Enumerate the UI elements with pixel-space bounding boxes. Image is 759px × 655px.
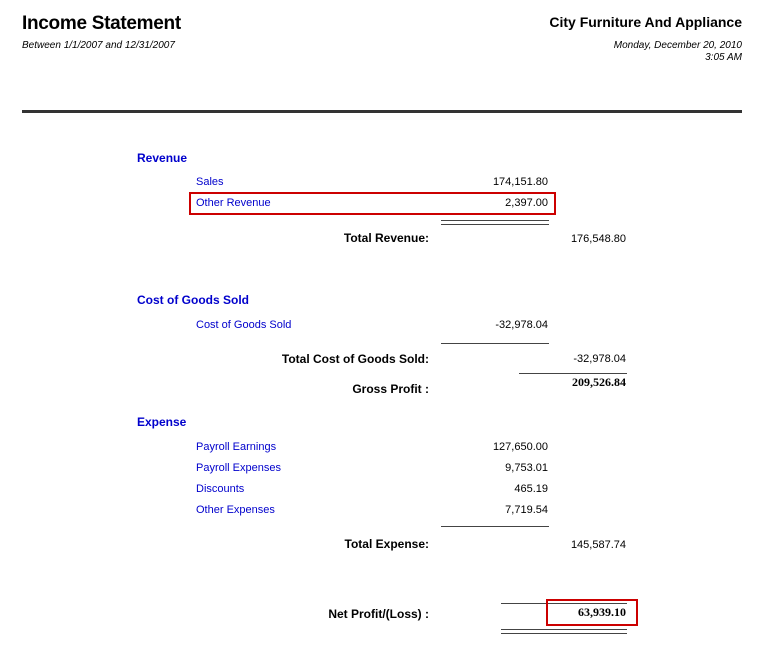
gross-profit-label: Gross Profit : [352, 382, 429, 396]
net-profit-double-rule-2 [501, 633, 627, 634]
highlight-box-net-profit [546, 599, 638, 626]
expense-item-payroll-expenses-link[interactable]: Payroll Expenses [196, 462, 281, 474]
total-revenue-amount: 176,548.80 [570, 233, 626, 245]
header-divider [22, 110, 742, 113]
expense-item-payroll-expenses-amount: 9,753.01 [505, 462, 548, 474]
report-title: Income Statement [22, 13, 181, 34]
revenue-item-other-revenue-link[interactable]: Other Revenue [196, 197, 271, 209]
section-cogs-heading: Cost of Goods Sold [137, 293, 249, 307]
revenue-subtotal-rule-2 [441, 224, 549, 225]
section-expense-heading: Expense [137, 415, 187, 429]
total-cogs-amount: -32,978.04 [573, 353, 626, 365]
report-period: Between 1/1/2007 and 12/31/2007 [22, 40, 175, 51]
report-time: 3:05 AM [705, 52, 742, 63]
report-date: Monday, December 20, 2010 [613, 40, 742, 51]
expense-item-other-expenses-amount: 7,719.54 [505, 504, 548, 516]
cogs-subtotal-rule [441, 343, 549, 344]
gross-profit-amount: 209,526.84 [572, 375, 626, 389]
highlight-box-other-revenue [189, 192, 556, 215]
revenue-item-sales-link[interactable]: Sales [196, 176, 224, 188]
expense-item-other-expenses-link[interactable]: Other Expenses [196, 504, 275, 516]
total-cogs-label: Total Cost of Goods Sold: [281, 352, 429, 366]
revenue-item-other-revenue-amount: 2,397.00 [505, 197, 548, 209]
revenue-subtotal-rule [441, 220, 549, 221]
net-profit-label: Net Profit/(Loss) : [328, 607, 429, 621]
expense-subtotal-rule [441, 526, 549, 527]
total-revenue-label: Total Revenue: [343, 231, 429, 245]
expense-item-discounts-link[interactable]: Discounts [196, 483, 245, 495]
section-revenue-heading: Revenue [137, 151, 188, 165]
company-name: City Furniture And Appliance [549, 14, 742, 30]
cogs-item-amount: -32,978.04 [495, 319, 548, 331]
total-expense-label: Total Expense: [344, 537, 429, 551]
expense-item-discounts-amount: 465.19 [514, 483, 548, 495]
net-profit-double-rule-1 [501, 629, 627, 630]
total-expense-amount: 145,587.74 [570, 539, 626, 551]
cogs-item-link[interactable]: Cost of Goods Sold [196, 319, 292, 331]
gross-profit-rule [519, 373, 627, 374]
expense-item-payroll-earnings-link[interactable]: Payroll Earnings [196, 441, 277, 453]
expense-item-payroll-earnings-amount: 127,650.00 [492, 441, 548, 453]
revenue-item-sales-amount: 174,151.80 [492, 176, 548, 188]
net-profit-amount: 63,939.10 [578, 605, 626, 619]
